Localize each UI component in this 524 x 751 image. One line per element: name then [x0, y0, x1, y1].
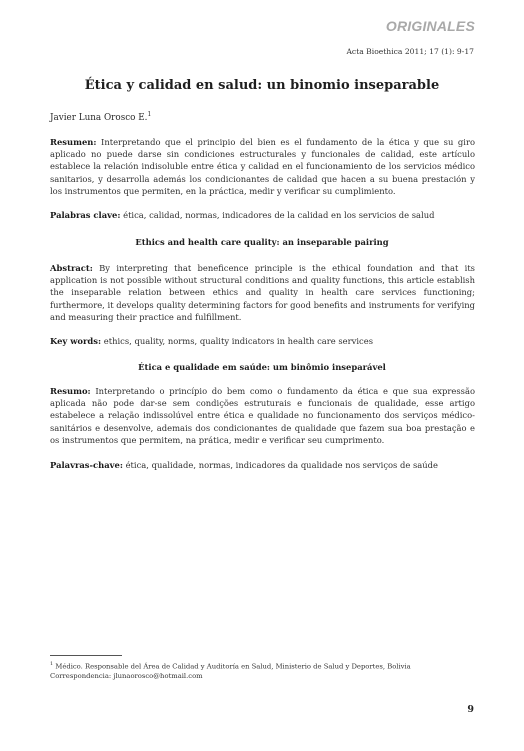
english-abstract-label: Abstract: [50, 263, 93, 273]
english-keywords-text: ethics, quality, norms, quality indicators in health care services [103, 336, 373, 346]
spanish-abstract-text: Interpretando que el principio del bien es el fundamento de la ética y que su giro aplicado no puede darse sin condiciones estructurales y funcionales de calidad, este artículo establece la relación indisoluble entre ética y calidad en el funcionamiento de los servicios médico sanitarios, y desarrolla además los condicionantes de calidad que hacen a su buena prestación y los instrumentos que permiten, en la práctica, medir y verificar su cumplimiento. [50, 137, 475, 196]
footnote-mark: 1 [50, 661, 54, 667]
english-abstract [50, 262, 475, 323]
portuguese-abstract [50, 385, 475, 446]
portuguese-abstract-text: Interpretando o princípio do bem como o fundamento da ética e que sua expressão aplicada não pode dar-se sem condições estruturais e funcionais de qualidade, esse artigo estabelece a relação indissolúvel entre ética e qualidade no funcionamento dos serviços médico-sanitários e desenvolve, ademais dos condicionantes de qualidade que fazem sua boa prestação e os instrumentos que permitem, na prática, medir e verificar seu cumprimento. [50, 386, 475, 445]
spanish-keywords [50, 209, 475, 221]
footnote-affiliation-text: Médico. Responsable del Área de Calidad y Auditoría en Salud, Ministerio de Salud y Deportes, Bolivia [55, 662, 411, 671]
section-label: ORIGINALES [385, 18, 475, 34]
footnote-divider [50, 655, 122, 656]
portuguese-keywords-label: Palavras-chave: [50, 460, 123, 470]
author-footnote-mark: 1 [147, 111, 152, 118]
spanish-keywords-text: ética, calidad, normas, indicadores de la calidad en los servicios de salud [123, 210, 435, 220]
article-title: Ética y calidad en salud: un binomio inseparable [84, 78, 440, 93]
spanish-abstract-label: Resumen: [50, 137, 97, 147]
english-abstract-text: By interpreting that beneficence principle is the ethical foundation and that its application is not possible without structural conditions and quality functions, this article establish the inseparable relation between ethics and quality in health care services functioning; furthermore, it develops quality determining factors for good benefits and instruments for verifying and measuring their practice and fulfillment. [50, 263, 475, 322]
portuguese-keywords-text: ética, qualidade, normas, indicadores da qualidade nos serviços de saúde [125, 460, 438, 470]
author-name: Javier Luna Orosco E. [50, 112, 148, 123]
page-number: 9 [467, 704, 474, 715]
footnote-correspondence: Correspondencia: jlunaorosco@hotmail.com [50, 672, 203, 680]
portuguese-abstract-label: Resumo: [50, 386, 91, 396]
journal-reference: Acta Bioethica 2011; 17 (1): 9-17 [346, 47, 474, 56]
english-keywords-label: Key words: [50, 336, 102, 346]
english-keywords [50, 335, 475, 347]
author-line [50, 111, 151, 123]
portuguese-title: Ética e qualidade em saúde: um binômio inseparável [138, 362, 386, 372]
english-title: Ethics and health care quality: an inseparable pairing [135, 237, 389, 247]
spanish-abstract [50, 136, 475, 197]
spanish-keywords-label: Palabras clave: [50, 210, 121, 220]
portuguese-keywords [50, 459, 475, 471]
